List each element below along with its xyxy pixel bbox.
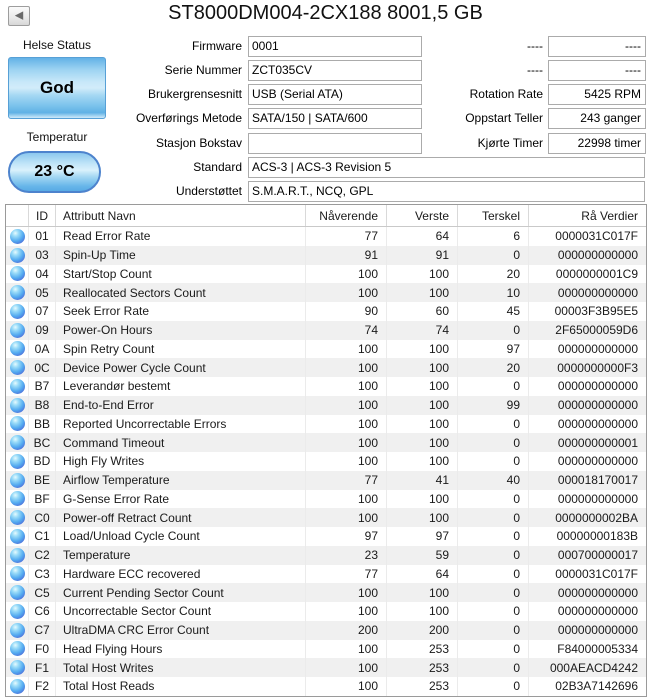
status-orb-icon (10, 229, 25, 244)
worst-value-cell: 60 (387, 302, 458, 321)
attribute-id-cell: C1 (29, 527, 56, 546)
standard-label: Standard (193, 160, 242, 174)
current-value-cell: 77 (306, 471, 387, 490)
worst-value-cell: 100 (387, 433, 458, 452)
table-row[interactable] (6, 227, 646, 246)
raw-value-cell: 0000000002BA (555, 510, 638, 525)
current-value-cell: 100 (306, 377, 387, 396)
status-cell (6, 640, 29, 659)
status-cell (6, 377, 29, 396)
current-value-cell: 77 (306, 565, 387, 584)
current-value-cell: 100 (306, 602, 387, 621)
attribute-name-cell: End-to-End Error (56, 396, 306, 415)
table-row[interactable] (6, 340, 646, 359)
column-header-threshold[interactable]: Terskel (458, 205, 529, 226)
raw-value-cell: 000000000000 (557, 454, 638, 469)
attribute-name-cell: UltraDMA CRC Error Count (56, 621, 306, 640)
threshold-value-cell: 0 (458, 246, 529, 265)
status-cell (6, 583, 29, 602)
current-value-cell: 100 (306, 583, 387, 602)
unused-field-1-label: ---- (527, 39, 543, 53)
threshold-value-cell: 0 (458, 415, 529, 434)
worst-value-cell: 100 (387, 358, 458, 377)
worst-value-cell: 100 (387, 452, 458, 471)
attribute-name-cell: Load/Unload Cycle Count (56, 527, 306, 546)
table-row[interactable] (6, 565, 646, 584)
attribute-id-cell: C5 (29, 583, 56, 602)
drive-letter-value (248, 133, 422, 154)
attribute-name-cell: Device Power Cycle Count (56, 358, 306, 377)
current-value-cell: 100 (306, 508, 387, 527)
table-row[interactable] (6, 246, 646, 265)
threshold-value-cell: 6 (458, 227, 529, 246)
table-row[interactable] (6, 583, 646, 602)
threshold-value-cell: 0 (458, 452, 529, 471)
table-row[interactable] (6, 433, 646, 452)
status-cell (6, 246, 29, 265)
worst-value-cell: 74 (387, 321, 458, 340)
attribute-name-cell: Total Host Writes (56, 658, 306, 677)
status-cell (6, 227, 29, 246)
worst-value-cell: 253 (387, 658, 458, 677)
raw-value-cell: 0000000000F3 (557, 360, 638, 375)
raw-value-cell: 000000000000 (557, 416, 638, 431)
worst-value-cell: 100 (387, 340, 458, 359)
raw-value-cell: 000000000000 (557, 491, 638, 506)
current-value-cell: 100 (306, 358, 387, 377)
worst-value-cell: 41 (387, 471, 458, 490)
status-orb-icon (10, 341, 25, 356)
attribute-id-cell: 07 (29, 302, 56, 321)
status-cell (6, 452, 29, 471)
attribute-name-cell: Temperature (56, 546, 306, 565)
status-cell (6, 302, 29, 321)
raw-value-cell: 0000031C017F (555, 566, 638, 581)
column-header-worst[interactable]: Verste (387, 205, 458, 226)
table-row[interactable] (6, 621, 646, 640)
current-value-cell: 77 (306, 227, 387, 246)
table-row[interactable] (6, 527, 646, 546)
status-cell (6, 283, 29, 302)
interface-value: USB (Serial ATA) (248, 84, 422, 105)
threshold-value-cell: 0 (458, 527, 529, 546)
status-orb-icon (10, 510, 25, 525)
threshold-value-cell: 0 (458, 658, 529, 677)
attribute-id-cell: C7 (29, 621, 56, 640)
table-row[interactable] (6, 602, 646, 621)
raw-value-cell: 000000000000 (557, 623, 638, 638)
power-on-hours-value: 22998 timer (548, 133, 646, 154)
current-value-cell: 100 (306, 452, 387, 471)
attribute-id-cell: 05 (29, 283, 56, 302)
threshold-value-cell: 99 (458, 396, 529, 415)
raw-value-cell: 000000000000 (557, 248, 638, 263)
attribute-id-cell: BE (29, 471, 56, 490)
serial-number-value: ZCT035CV (248, 60, 422, 81)
drive-letter-label: Stasjon Bokstav (155, 136, 242, 150)
raw-value-cell: 000000000000 (557, 585, 638, 600)
threshold-value-cell: 40 (458, 471, 529, 490)
attribute-id-cell: 04 (29, 265, 56, 284)
threshold-value-cell: 20 (458, 265, 529, 284)
attribute-id-cell: BF (29, 490, 56, 509)
supported-features-value: S.M.A.R.T., NCQ, GPL (248, 181, 645, 202)
status-orb-icon (10, 266, 25, 281)
status-orb-icon (10, 360, 25, 375)
status-cell (6, 471, 29, 490)
column-header-raw-values[interactable]: Rå Verdier (581, 208, 638, 223)
current-value-cell: 91 (306, 246, 387, 265)
raw-value-cell: 000AEACD4242 (549, 660, 638, 675)
attribute-name-cell: Uncorrectable Sector Count (56, 602, 306, 621)
status-cell (6, 602, 29, 621)
threshold-value-cell: 97 (458, 340, 529, 359)
attribute-name-cell: Airflow Temperature (56, 471, 306, 490)
temperature-label: Temperatur (26, 130, 88, 144)
interface-label: Brukergrensesnitt (147, 87, 242, 101)
worst-value-cell: 64 (387, 565, 458, 584)
status-orb-icon (10, 585, 25, 600)
current-value-cell: 100 (306, 415, 387, 434)
table-row[interactable] (6, 490, 646, 509)
attribute-name-cell: Spin-Up Time (56, 246, 306, 265)
unused-field-1-value: ---- (548, 36, 646, 57)
raw-value-cell: 000018170017 (557, 473, 638, 488)
attribute-name-cell: Start/Stop Count (56, 265, 306, 284)
worst-value-cell: 200 (387, 621, 458, 640)
status-orb-icon (10, 473, 25, 488)
table-row[interactable] (6, 302, 646, 321)
threshold-value-cell: 20 (458, 358, 529, 377)
current-value-cell: 100 (306, 283, 387, 302)
power-on-count-label: Oppstart Teller (465, 111, 543, 125)
threshold-value-cell: 0 (458, 640, 529, 659)
worst-value-cell: 253 (387, 640, 458, 659)
threshold-value-cell: 0 (458, 546, 529, 565)
threshold-value-cell: 0 (458, 377, 529, 396)
attribute-id-cell: F2 (29, 677, 56, 696)
raw-value-cell: 000000000000 (557, 398, 638, 413)
worst-value-cell: 253 (387, 677, 458, 696)
attribute-name-cell: High Fly Writes (56, 452, 306, 471)
power-on-count-value: 243 ganger (548, 108, 646, 129)
worst-value-cell: 100 (387, 583, 458, 602)
attribute-id-cell: B8 (29, 396, 56, 415)
drive-title: ST8000DM004-2CX188 8001,5 GB (168, 2, 483, 24)
current-value-cell: 100 (306, 677, 387, 696)
power-on-hours-label: Kjørte Timer (477, 136, 543, 150)
worst-value-cell: 97 (387, 527, 458, 546)
status-orb-icon (10, 435, 25, 450)
attribute-id-cell: 01 (29, 227, 56, 246)
raw-value-cell: 000000000000 (557, 379, 638, 394)
status-orb-icon (10, 529, 25, 544)
raw-value-cell: 02B3A7142696 (555, 679, 638, 694)
attribute-name-cell: Reported Uncorrectable Errors (56, 415, 306, 434)
current-value-cell: 100 (306, 396, 387, 415)
attribute-name-cell: Hardware ECC recovered (56, 565, 306, 584)
current-value-cell: 74 (306, 321, 387, 340)
table-row[interactable] (6, 546, 646, 565)
table-row[interactable] (6, 658, 646, 677)
worst-value-cell: 100 (387, 396, 458, 415)
current-value-cell: 100 (306, 340, 387, 359)
table-row[interactable] (6, 452, 646, 471)
worst-value-cell: 59 (387, 546, 458, 565)
status-orb-icon (10, 660, 25, 675)
standard-value: ACS-3 | ACS-3 Revision 5 (248, 157, 645, 178)
current-value-cell: 100 (306, 658, 387, 677)
worst-value-cell: 100 (387, 602, 458, 621)
worst-value-cell: 100 (387, 283, 458, 302)
attribute-id-cell: F0 (29, 640, 56, 659)
column-header-current[interactable]: Nåverende (306, 205, 387, 226)
attribute-id-cell: C2 (29, 546, 56, 565)
rotation-rate-value: 5425 RPM (548, 84, 646, 105)
table-row[interactable] (6, 396, 646, 415)
transfer-mode-value: SATA/150 | SATA/600 (248, 108, 422, 129)
threshold-value-cell: 0 (458, 321, 529, 340)
attribute-id-cell: BB (29, 415, 56, 434)
attribute-id-cell: 0C (29, 358, 56, 377)
status-cell (6, 658, 29, 677)
threshold-value-cell: 0 (458, 508, 529, 527)
status-cell (6, 265, 29, 284)
attribute-name-cell: Seek Error Rate (56, 302, 306, 321)
status-cell (6, 396, 29, 415)
threshold-value-cell: 0 (458, 433, 529, 452)
threshold-value-cell: 0 (458, 490, 529, 509)
status-orb-icon (10, 604, 25, 619)
raw-value-cell: 0000000001C9 (555, 266, 638, 281)
current-value-cell: 100 (306, 265, 387, 284)
attribute-name-cell: Head Flying Hours (56, 640, 306, 659)
raw-value-cell: 000700000017 (557, 548, 638, 563)
threshold-value-cell: 0 (458, 602, 529, 621)
table-row[interactable] (6, 640, 646, 659)
current-value-cell: 100 (306, 433, 387, 452)
transfer-mode-label: Overførings Metode (135, 111, 242, 125)
current-value-cell: 100 (306, 490, 387, 509)
attribute-id-cell: F1 (29, 658, 56, 677)
worst-value-cell: 100 (387, 415, 458, 434)
table-row[interactable] (6, 358, 646, 377)
temperature-button[interactable]: 23 °C (8, 151, 101, 193)
status-orb-icon (10, 566, 25, 581)
table-row[interactable] (6, 508, 646, 527)
status-orb-icon (10, 623, 25, 638)
status-orb-icon (10, 679, 25, 694)
table-row[interactable] (6, 283, 646, 302)
status-orb-icon (10, 285, 25, 300)
attribute-name-cell: Read Error Rate (56, 227, 306, 246)
attribute-name-cell: Power-On Hours (56, 321, 306, 340)
status-cell (6, 565, 29, 584)
table-header-row (6, 205, 646, 227)
status-orb-icon (10, 398, 25, 413)
raw-value-cell: 00000000183B (556, 529, 638, 544)
status-cell (6, 433, 29, 452)
raw-value-cell: 00003F3B95E5 (554, 304, 638, 319)
status-orb-icon (10, 379, 25, 394)
raw-value-cell: 0000031C017F (555, 229, 638, 244)
status-orb-icon (10, 323, 25, 338)
status-orb-icon (10, 641, 25, 656)
column-header-id[interactable]: ID (29, 205, 56, 226)
worst-value-cell: 100 (387, 265, 458, 284)
attribute-name-cell: Reallocated Sectors Count (56, 283, 306, 302)
status-orb-icon (10, 548, 25, 563)
unused-field-2-label: ---- (527, 63, 543, 77)
status-cell (6, 527, 29, 546)
threshold-value-cell: 0 (458, 583, 529, 602)
status-cell (6, 340, 29, 359)
status-cell (6, 621, 29, 640)
attribute-id-cell: 03 (29, 246, 56, 265)
column-header-attribute-name[interactable]: Attributt Navn (56, 205, 306, 226)
table-row[interactable] (6, 471, 646, 490)
serial-number-label: Serie Nummer (164, 63, 242, 77)
status-cell (6, 490, 29, 509)
raw-value-cell: 000000000000 (557, 341, 638, 356)
status-orb-icon (10, 491, 25, 506)
table-row[interactable] (6, 415, 646, 434)
threshold-value-cell: 0 (458, 621, 529, 640)
attribute-name-cell: Leverandør bestemt (56, 377, 306, 396)
status-orb-icon (10, 304, 25, 319)
threshold-value-cell: 10 (458, 283, 529, 302)
worst-value-cell: 100 (387, 508, 458, 527)
worst-value-cell: 64 (387, 227, 458, 246)
attribute-id-cell: C6 (29, 602, 56, 621)
worst-value-cell: 91 (387, 246, 458, 265)
raw-value-cell: F84000005334 (557, 641, 638, 656)
current-value-cell: 23 (306, 546, 387, 565)
table-row[interactable] (6, 677, 646, 696)
attribute-id-cell: BC (29, 433, 56, 452)
table-row[interactable] (6, 321, 646, 340)
attribute-name-cell: G-Sense Error Rate (56, 490, 306, 509)
raw-value-cell: 000000000001 (557, 435, 638, 450)
attribute-id-cell: C3 (29, 565, 56, 584)
attribute-id-cell: C0 (29, 508, 56, 527)
firmware-label: Firmware (192, 39, 242, 53)
worst-value-cell: 100 (387, 377, 458, 396)
status-orb-icon (10, 454, 25, 469)
status-cell (6, 321, 29, 340)
attribute-id-cell: 09 (29, 321, 56, 340)
attribute-id-cell: BD (29, 452, 56, 471)
health-status-label: Helse Status (22, 38, 92, 52)
attribute-name-cell: Command Timeout (56, 433, 306, 452)
status-cell (6, 677, 29, 696)
current-value-cell: 90 (306, 302, 387, 321)
attribute-id-cell: 0A (29, 340, 56, 359)
current-value-cell: 200 (306, 621, 387, 640)
attribute-name-cell: Power-off Retract Count (56, 508, 306, 527)
smart-table-body (6, 227, 646, 696)
smart-attributes-table (5, 204, 647, 697)
firmware-value: 0001 (248, 36, 422, 57)
status-cell (6, 415, 29, 434)
threshold-value-cell: 0 (458, 565, 529, 584)
table-row[interactable] (6, 265, 646, 284)
attribute-name-cell: Total Host Reads (56, 677, 306, 696)
status-orb-icon (10, 416, 25, 431)
column-header-status[interactable] (6, 205, 29, 226)
status-cell (6, 508, 29, 527)
raw-value-cell: 000000000000 (557, 285, 638, 300)
health-status-button[interactable]: God (8, 57, 106, 119)
current-value-cell: 100 (306, 640, 387, 659)
table-row[interactable] (6, 377, 646, 396)
status-orb-icon (10, 248, 25, 263)
supported-features-label: Understøttet (175, 184, 242, 198)
status-cell (6, 358, 29, 377)
back-arrow-icon: ◀ (14, 9, 24, 21)
raw-value-cell: 000000000000 (557, 604, 638, 619)
worst-value-cell: 100 (387, 490, 458, 509)
status-cell (6, 546, 29, 565)
unused-field-2-value: ---- (548, 60, 646, 81)
attribute-id-cell: B7 (29, 377, 56, 396)
raw-value-cell: 2F65000059D6 (555, 323, 638, 338)
threshold-value-cell: 0 (458, 677, 529, 696)
rotation-rate-label: Rotation Rate (469, 87, 543, 101)
attribute-name-cell: Spin Retry Count (56, 340, 306, 359)
current-value-cell: 97 (306, 527, 387, 546)
threshold-value-cell: 45 (458, 302, 529, 321)
attribute-name-cell: Current Pending Sector Count (56, 583, 306, 602)
